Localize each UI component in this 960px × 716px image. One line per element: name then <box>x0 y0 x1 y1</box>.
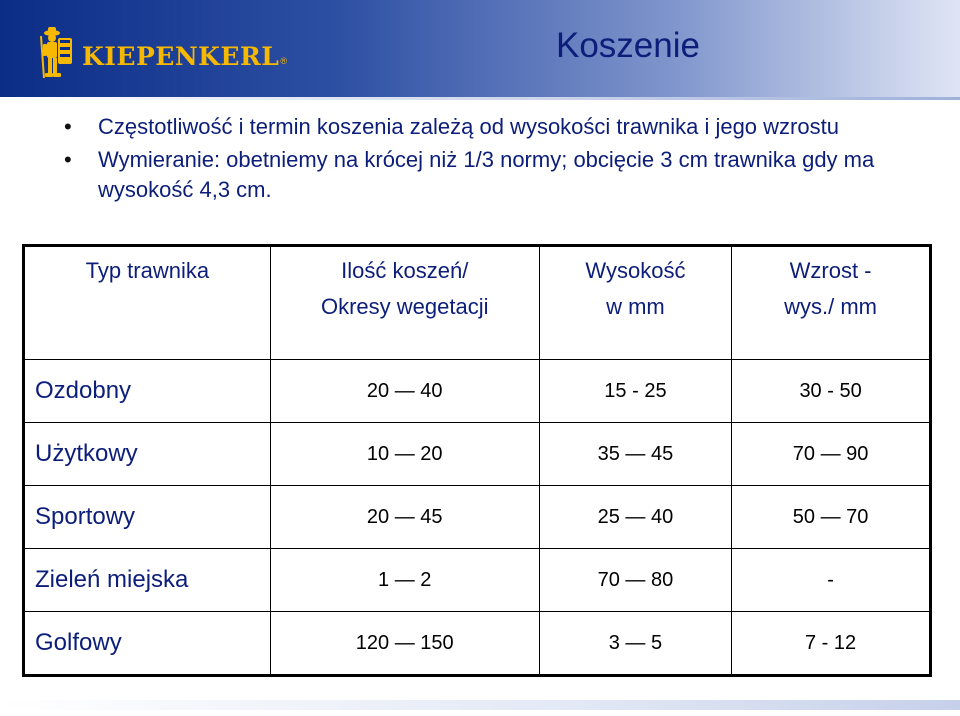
bullet-item <box>60 145 940 205</box>
kiepenkerl-figure-icon <box>40 24 80 80</box>
table-row <box>24 549 931 612</box>
header-cell-count <box>270 246 539 360</box>
mowing-count-cell: 20 — 40 <box>270 360 539 423</box>
bullet-marker: • <box>64 147 72 172</box>
header-line: wys./ mm <box>784 294 878 319</box>
table-row <box>24 612 931 676</box>
lawn-type-cell: Zieleń miejska <box>24 549 271 612</box>
height-cell: 15 - 25 <box>539 360 731 423</box>
header-line: Okresy wegetacji <box>320 294 489 319</box>
mowing-count-cell: 1 — 2 <box>270 549 539 612</box>
growth-cell: 70 — 90 <box>732 423 931 486</box>
logo-wordmark: KIEPENKERL <box>82 41 280 71</box>
mowing-table <box>22 244 932 677</box>
header-cell-height <box>539 246 731 360</box>
header-cell-type <box>24 246 271 360</box>
growth-cell: 7 - 12 <box>732 612 931 676</box>
header-cell-growth <box>732 246 931 360</box>
lawn-type-cell: Użytkowy <box>24 423 271 486</box>
header-line: Ilość koszeń/ <box>341 258 469 283</box>
bullet-text: Częstotliwość i termin koszenia zależą od wysokości trawnika i jego wzrostu <box>98 114 839 139</box>
mowing-count-cell: 20 — 45 <box>270 486 539 549</box>
lawn-type-cell: Sportowy <box>24 486 271 549</box>
header-line: Wysokość <box>585 258 686 283</box>
footer-divider <box>0 700 960 710</box>
height-cell: 70 — 80 <box>539 549 731 612</box>
header-line: w mm <box>606 294 665 319</box>
bullet-item <box>60 112 940 142</box>
growth-cell: 50 — 70 <box>732 486 931 549</box>
registered-mark: ® <box>280 56 287 66</box>
mowing-count-cell: 10 — 20 <box>270 423 539 486</box>
growth-cell: 30 - 50 <box>732 360 931 423</box>
table-row <box>24 423 931 486</box>
height-cell: 3 — 5 <box>539 612 731 676</box>
table-header-row <box>24 246 931 360</box>
growth-cell: - <box>732 549 931 612</box>
bullet-marker: • <box>64 114 72 139</box>
height-cell: 25 — 40 <box>539 486 731 549</box>
lawn-type-cell: Golfowy <box>24 612 271 676</box>
lawn-type-cell: Ozdobny <box>24 360 271 423</box>
mowing-count-cell: 120 — 150 <box>270 612 539 676</box>
bullet-text: Wymieranie: obetniemy na krócej niż 1/3 normy; obcięcie 3 cm trawnika gdy ma wysokość 4,3 cm. <box>98 147 875 202</box>
kiepenkerl-logo <box>40 24 287 80</box>
header-line: Typ trawnika <box>85 258 210 283</box>
table-row <box>24 360 931 423</box>
height-cell: 35 — 45 <box>539 423 731 486</box>
header-line: Wzrost - <box>789 258 872 283</box>
table-row <box>24 486 931 549</box>
slide-title: Koszenie <box>556 26 700 65</box>
header-divider <box>0 97 960 100</box>
bullet-list <box>60 112 940 208</box>
